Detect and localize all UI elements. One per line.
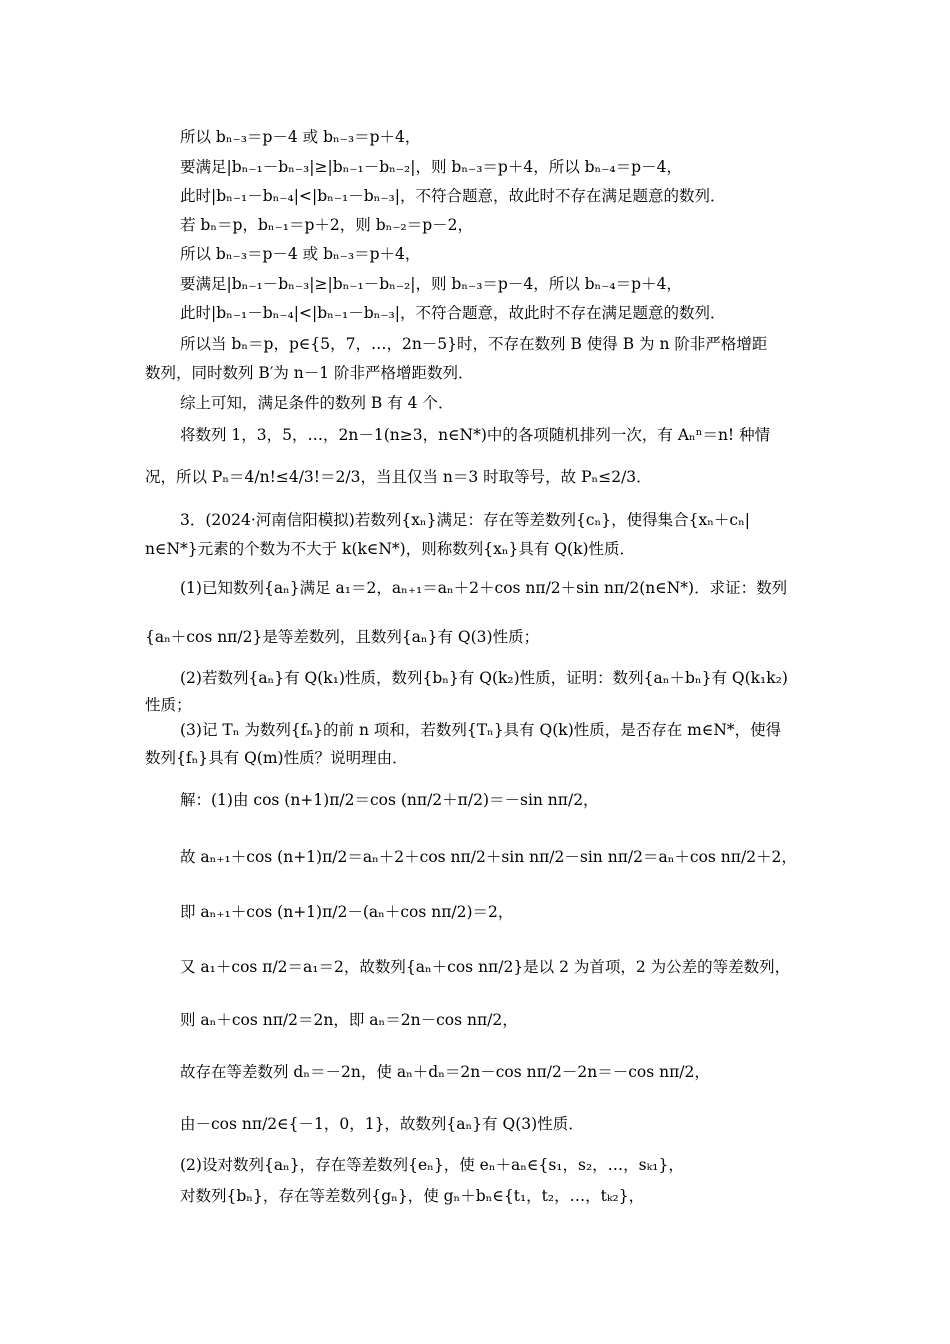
text-line: 数列，同时数列 B′为 n－1 阶非严格增距数列． xyxy=(145,364,474,382)
text-line: 所以 bₙ₋₃＝p－4 或 bₙ₋₃＝p＋4， xyxy=(180,245,421,263)
text-line: 由－cos nπ/2∈{－1，0，1}，故数列{aₙ}有 Q(3)性质． xyxy=(180,1115,584,1133)
text-line: (2)设对数列{aₙ}，存在等差数列{eₙ}，使 eₙ＋aₙ∈{s₁，s₂，…，sₖ₁}， xyxy=(180,1156,684,1174)
text-line: (3)记 Tₙ 为数列{fₙ}的前 n 项和，若数列{Tₙ}具有 Q(k)性质，是否存在 m∈N*，使得 xyxy=(180,721,782,739)
text-line: 3．(2024·河南信阳模拟)若数列{xₙ}满足：存在等差数列{cₙ}，使得集合{xₙ＋cₙ| xyxy=(180,511,751,529)
text-line: 况，所以 Pₙ＝4/n!≤4/3!＝2/3，当且仅当 n＝3 时取等号，故 Pₙ≤2/3． xyxy=(145,468,652,486)
text-line: 即 aₙ₊₁＋cos (n+1)π/2－(aₙ＋cos nπ/2)＝2， xyxy=(180,903,514,921)
text-line: (2)若数列{aₙ}有 Q(k₁)性质，数列{bₙ}有 Q(k₂)性质，证明：数列{aₙ＋bₙ}有 Q(k₁k₂) xyxy=(180,669,788,687)
text-line: 则 aₙ＋cos nπ/2＝2n，即 aₙ＝2n－cos nπ/2， xyxy=(180,1011,518,1029)
text-line: 故 aₙ₊₁＋cos (n+1)π/2＝aₙ＋2＋cos nπ/2＋sin nπ/2－sin nπ/2＝aₙ＋cos nπ/2＋2， xyxy=(180,848,797,866)
text-line: 故存在等差数列 dₙ＝－2n，使 aₙ＋dₙ＝2n－cos nπ/2－2n＝－cos nπ/2， xyxy=(180,1063,710,1081)
text-line: 若 bₙ＝p，bₙ₋₁＝p＋2，则 bₙ₋₂＝p－2， xyxy=(180,216,474,234)
text-line: 又 a₁＋cos π/2＝a₁＝2，故数列{aₙ＋cos nπ/2}是以 2 为首项，2 为公差的等差数列， xyxy=(180,958,791,976)
text-line: 此时|bₙ₋₁－bₙ₋₄|<|bₙ₋₁－bₙ₋₃|，不符合题意，故此时不存在满足题意的数列． xyxy=(180,304,726,322)
text-line: 此时|bₙ₋₁－bₙ₋₄|<|bₙ₋₁－bₙ₋₃|，不符合题意，故此时不存在满足题意的数列． xyxy=(180,187,726,205)
text-line: 将数列 1，3，5，…，2n－1(n≥3，n∈N*)中的各项随机排列一次，有 Aₙⁿ＝n! 种情 xyxy=(180,426,771,444)
text-line: 数列{fₙ}具有 Q(m)性质？说明理由． xyxy=(145,749,408,767)
text-line: (1)已知数列{aₙ}满足 a₁＝2，aₙ₊₁＝aₙ＋2＋cos nπ/2＋sin nπ/2(n∈N*)．求证：数列 xyxy=(180,579,788,597)
text-line: {aₙ＋cos nπ/2}是等差数列，且数列{aₙ}有 Q(3)性质； xyxy=(145,628,540,646)
text-line: 要满足|bₙ₋₁－bₙ₋₃|≥|bₙ₋₁－bₙ₋₂|，则 bₙ₋₃＝p＋4，所以 bₙ₋₄＝p－4， xyxy=(180,158,682,176)
text-line: 所以 bₙ₋₃＝p－4 或 bₙ₋₃＝p＋4， xyxy=(180,128,421,146)
text-line: 所以当 bₙ＝p，p∈{5，7，…，2n－5}时，不存在数列 B 使得 B 为 n 阶非严格增距 xyxy=(180,335,768,353)
text-line: 解：(1)由 cos (n+1)π/2＝cos (nπ/2＋π/2)＝－sin nπ/2， xyxy=(180,791,599,809)
text-line: n∈N*}元素的个数为不大于 k(k∈N*)，则称数列{xₙ}具有 Q(k)性质． xyxy=(145,540,636,558)
text-line: 性质； xyxy=(145,696,192,714)
text-line: 对数列{bₙ}，存在等差数列{gₙ}，使 gₙ＋bₙ∈{t₁，t₂，…，tₖ₂}， xyxy=(180,1187,645,1205)
text-line: 综上可知，满足条件的数列 B 有 4 个． xyxy=(180,394,454,412)
text-line: 要满足|bₙ₋₁－bₙ₋₃|≥|bₙ₋₁－bₙ₋₂|，则 bₙ₋₃＝p－4，所以 bₙ₋₄＝p＋4， xyxy=(180,275,682,293)
